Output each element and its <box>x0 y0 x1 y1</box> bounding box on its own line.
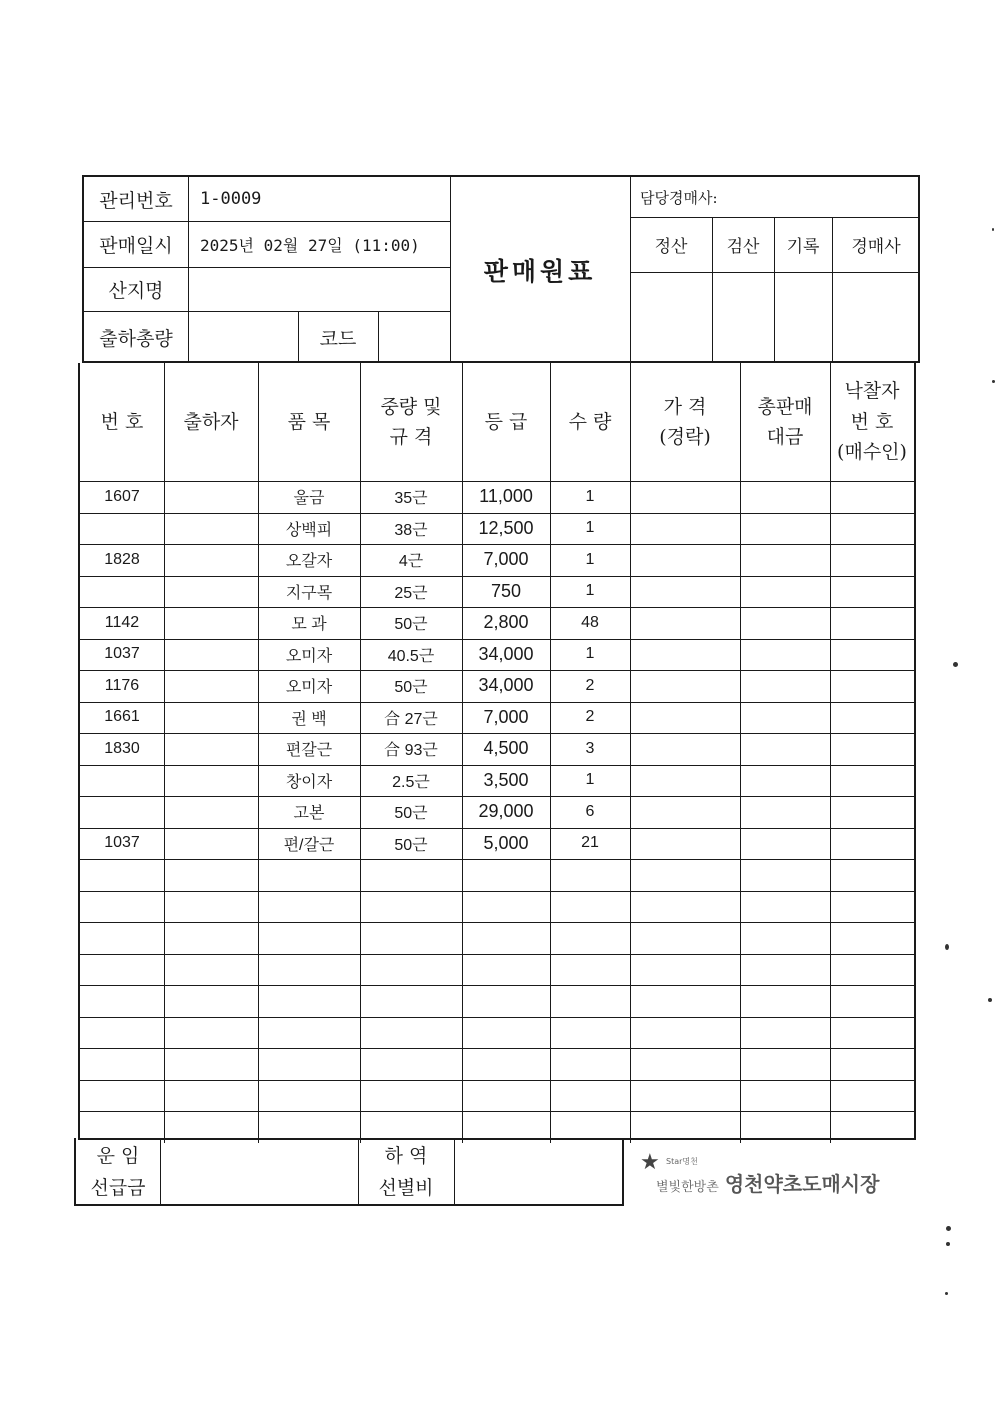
row-no-cell <box>80 576 164 608</box>
row-buyer-cell <box>830 513 914 545</box>
row-no-cell <box>80 1017 164 1049</box>
row-grade-cell: 750 <box>490 580 522 601</box>
origin-value <box>200 267 440 311</box>
row-no-cell <box>80 859 164 891</box>
col-header-item: 품 목 <box>287 410 331 433</box>
table-row <box>80 796 914 828</box>
row-buyer-cell <box>830 796 914 828</box>
row-buyer-cell <box>830 670 914 702</box>
row-shipper-cell <box>164 922 258 954</box>
row-price-cell <box>630 828 740 860</box>
row-no-cell: 1607 <box>104 487 140 505</box>
row-item-cell: 창이자 <box>285 773 333 791</box>
row-no-cell <box>80 765 164 797</box>
row-weight-cell <box>360 922 462 954</box>
row-shipper-cell <box>164 670 258 702</box>
row-no-cell <box>80 1048 164 1080</box>
row-no-cell: 1142 <box>104 613 140 631</box>
row-qty-cell: 1 <box>585 519 595 537</box>
table-row <box>80 607 914 639</box>
table-row <box>80 922 914 954</box>
row-weight-cell <box>360 985 462 1017</box>
row-grade-cell: 7,000 <box>483 706 529 727</box>
col-header-qty: 수 량 <box>568 410 612 433</box>
row-weight-cell <box>360 859 462 891</box>
row-qty-cell: 2 <box>585 676 595 694</box>
row-buyer-cell <box>830 639 914 671</box>
row-qty-cell: 48 <box>581 613 599 631</box>
row-item-cell <box>258 1080 360 1112</box>
row-total-cell <box>740 954 830 986</box>
row-weight-cell <box>360 891 462 923</box>
row-grade-cell <box>462 985 550 1017</box>
row-item-cell <box>258 859 360 891</box>
row-item-cell: 편갈근 <box>285 742 333 760</box>
row-item-cell: 권 백 <box>291 710 327 728</box>
row-shipper-cell <box>164 954 258 986</box>
row-item-cell: 고본 <box>293 805 325 823</box>
row-no-cell: 1176 <box>104 676 140 694</box>
row-total-cell <box>740 670 830 702</box>
row-qty-cell <box>550 922 630 954</box>
row-grade-cell: 29,000 <box>478 801 534 822</box>
row-no-cell <box>80 891 164 923</box>
row-buyer-cell <box>830 985 914 1017</box>
row-price-cell <box>630 954 740 986</box>
col-header-total: 총판매 대금 <box>757 395 813 448</box>
row-no-cell: 1037 <box>104 834 140 852</box>
row-total-cell <box>740 859 830 891</box>
row-qty-cell: 6 <box>585 802 595 820</box>
row-total-cell <box>740 922 830 954</box>
logo-main-text: 영천약초도매시장 <box>724 1172 880 1196</box>
row-weight-cell: 合 27근 <box>384 710 438 728</box>
sign-col-settlement: 정산 <box>654 237 688 257</box>
row-no-cell: 1661 <box>104 708 140 726</box>
row-item-cell: 오미자 <box>285 679 333 697</box>
table-row <box>80 544 914 576</box>
row-total-cell <box>740 639 830 671</box>
row-total-cell <box>740 796 830 828</box>
row-qty-cell: 1 <box>585 645 595 663</box>
table-row <box>80 639 914 671</box>
table-row <box>80 1048 914 1080</box>
row-item-cell: 지구목 <box>285 584 333 602</box>
sale-date-value: 2025년 02월 27일 (11:00) <box>200 235 420 255</box>
row-price-cell <box>630 481 740 513</box>
row-price-cell <box>630 1111 740 1143</box>
col-header-weight: 중량 및 규 격 <box>380 395 442 448</box>
logo-small-text: Star명천 <box>666 1157 698 1166</box>
table-row <box>80 481 914 513</box>
table-row <box>80 576 914 608</box>
row-weight-cell <box>360 1080 462 1112</box>
row-buyer-cell <box>830 859 914 891</box>
row-weight-cell: 50근 <box>394 679 428 697</box>
row-shipper-cell <box>164 733 258 765</box>
market-logo <box>640 1150 910 1196</box>
row-item-cell: 오미자 <box>285 647 333 665</box>
row-item-cell: 상백피 <box>285 521 333 539</box>
row-total-cell <box>740 765 830 797</box>
row-shipper-cell <box>164 607 258 639</box>
row-qty-cell <box>550 954 630 986</box>
table-row <box>80 733 914 765</box>
row-no-cell: 1037 <box>104 645 140 663</box>
slip-header <box>82 175 920 363</box>
row-shipper-cell <box>164 513 258 545</box>
row-grade-cell: 2,800 <box>483 612 529 633</box>
col-header-price: 가 격 (경락) <box>659 395 711 448</box>
row-qty-cell <box>550 1048 630 1080</box>
row-price-cell <box>630 513 740 545</box>
row-buyer-cell <box>830 765 914 797</box>
col-header-grade: 등 급 <box>484 410 528 433</box>
row-price-cell <box>630 922 740 954</box>
row-no-cell <box>80 922 164 954</box>
row-item-cell: 모 과 <box>291 616 327 634</box>
row-item-cell <box>258 954 360 986</box>
table-row <box>80 1017 914 1049</box>
row-qty-cell <box>550 891 630 923</box>
row-weight-cell: 35근 <box>394 490 428 508</box>
row-qty-cell: 2 <box>585 708 595 726</box>
row-no-cell: 1830 <box>104 739 140 757</box>
row-item-cell <box>258 1017 360 1049</box>
auctioneer-label: 담당경매사: <box>640 188 718 207</box>
row-price-cell <box>630 1080 740 1112</box>
row-buyer-cell <box>830 544 914 576</box>
row-price-cell <box>630 544 740 576</box>
row-shipper-cell <box>164 765 258 797</box>
code-label: 코드 <box>319 327 357 350</box>
row-buyer-cell <box>830 891 914 923</box>
row-shipper-cell <box>164 985 258 1017</box>
row-weight-cell: 50근 <box>394 616 428 634</box>
sales-table <box>78 363 916 1140</box>
row-weight-cell: 40.5근 <box>387 647 435 665</box>
row-item-cell <box>258 922 360 954</box>
row-total-cell <box>740 733 830 765</box>
table-row <box>80 859 914 891</box>
row-price-cell <box>630 765 740 797</box>
row-price-cell <box>630 639 740 671</box>
row-shipper-cell <box>164 796 258 828</box>
mgmt-no-label: 관리번호 <box>99 189 173 212</box>
row-qty-cell: 21 <box>581 834 599 852</box>
row-buyer-cell <box>830 576 914 608</box>
table-row <box>80 513 914 545</box>
row-total-cell <box>740 576 830 608</box>
star-icon: ★ <box>640 1150 660 1175</box>
table-row <box>80 891 914 923</box>
row-no-cell: 1828 <box>104 550 140 568</box>
row-total-cell <box>740 891 830 923</box>
row-qty-cell: 1 <box>585 487 595 505</box>
row-buyer-cell <box>830 607 914 639</box>
row-qty-cell: 1 <box>585 550 595 568</box>
row-shipper-cell <box>164 702 258 734</box>
row-price-cell <box>630 702 740 734</box>
row-qty-cell <box>550 985 630 1017</box>
row-shipper-cell <box>164 1080 258 1112</box>
row-price-cell <box>630 607 740 639</box>
row-item-cell <box>258 985 360 1017</box>
row-qty-cell <box>550 1080 630 1112</box>
row-grade-cell: 7,000 <box>483 549 529 570</box>
row-price-cell <box>630 1048 740 1080</box>
code-value <box>384 311 444 363</box>
col-header-buyer: 낙찰자 번 호 (매수인) <box>837 380 907 464</box>
row-grade-cell: 5,000 <box>483 832 529 853</box>
row-buyer-cell <box>830 922 914 954</box>
sign-col-auctioneer: 경매사 <box>851 237 901 257</box>
row-item-cell: 오갈자 <box>285 553 333 571</box>
row-grade-cell <box>462 954 550 986</box>
row-grade-cell: 11,000 <box>479 486 533 507</box>
row-grade-cell: 34,000 <box>478 643 534 664</box>
row-shipper-cell <box>164 891 258 923</box>
sale-date-label: 판매일시 <box>99 234 173 257</box>
row-price-cell <box>630 796 740 828</box>
row-weight-cell: 50근 <box>394 836 428 854</box>
row-qty-cell: 1 <box>585 771 595 789</box>
row-shipper-cell <box>164 639 258 671</box>
row-buyer-cell <box>830 481 914 513</box>
row-qty-cell <box>550 1017 630 1049</box>
row-grade-cell <box>462 922 550 954</box>
table-row <box>80 670 914 702</box>
slip-title: 판매원표 <box>483 257 597 286</box>
row-weight-cell: 50근 <box>394 805 428 823</box>
sorting-label: 하 역 선별비 <box>378 1145 434 1200</box>
row-grade-cell: 4,500 <box>483 738 529 759</box>
row-no-cell <box>80 954 164 986</box>
row-total-cell <box>740 481 830 513</box>
row-total-cell <box>740 544 830 576</box>
row-qty-cell: 1 <box>585 582 595 600</box>
row-price-cell <box>630 891 740 923</box>
row-total-cell <box>740 985 830 1017</box>
sign-col-record: 기록 <box>786 237 820 257</box>
table-row <box>80 765 914 797</box>
col-header-shipper: 출하자 <box>183 410 239 433</box>
row-total-cell <box>740 1048 830 1080</box>
row-weight-cell: 4근 <box>398 553 424 571</box>
row-grade-cell: 34,000 <box>478 675 534 696</box>
ship-total-label: 출하총량 <box>99 327 173 350</box>
row-buyer-cell <box>830 702 914 734</box>
row-weight-cell: 38근 <box>394 521 428 539</box>
row-grade-cell <box>462 1080 550 1112</box>
row-qty-cell: 3 <box>585 739 595 757</box>
row-item-cell <box>258 1048 360 1080</box>
sign-col-check: 검산 <box>726 237 760 257</box>
row-shipper-cell <box>164 1048 258 1080</box>
row-price-cell <box>630 670 740 702</box>
row-price-cell <box>630 733 740 765</box>
slip-footer <box>74 1138 624 1206</box>
col-header-no: 번 호 <box>100 410 144 433</box>
row-weight-cell <box>360 1048 462 1080</box>
row-total-cell <box>740 1111 830 1143</box>
row-item-cell: 편/갈근 <box>283 836 335 854</box>
row-price-cell <box>630 1017 740 1049</box>
row-weight-cell <box>360 954 462 986</box>
row-total-cell <box>740 1080 830 1112</box>
row-price-cell <box>630 576 740 608</box>
row-total-cell <box>740 828 830 860</box>
row-buyer-cell <box>830 1048 914 1080</box>
row-grade-cell <box>462 891 550 923</box>
row-weight-cell <box>360 1017 462 1049</box>
logo-sub-text: 별빛한방촌 <box>656 1180 719 1195</box>
row-total-cell <box>740 607 830 639</box>
row-shipper-cell <box>164 544 258 576</box>
freight-label: 운 임 선급금 <box>90 1145 146 1200</box>
row-shipper-cell <box>164 828 258 860</box>
row-item-cell: 울금 <box>293 490 325 508</box>
row-grade-cell <box>462 859 550 891</box>
row-price-cell <box>630 985 740 1017</box>
table-row <box>80 828 914 860</box>
row-qty-cell <box>550 859 630 891</box>
row-price-cell <box>630 859 740 891</box>
table-row <box>80 702 914 734</box>
row-buyer-cell <box>830 1017 914 1049</box>
row-grade-cell: 3,500 <box>483 769 529 790</box>
table-row <box>80 1080 914 1112</box>
row-shipper-cell <box>164 859 258 891</box>
row-shipper-cell <box>164 576 258 608</box>
row-grade-cell: 12,500 <box>478 517 534 538</box>
row-buyer-cell <box>830 1080 914 1112</box>
row-item-cell <box>258 891 360 923</box>
origin-label: 산지명 <box>108 279 164 302</box>
row-shipper-cell <box>164 1017 258 1049</box>
ship-total-value <box>194 311 294 363</box>
row-grade-cell <box>462 1048 550 1080</box>
mgmt-no-value: 1-0009 <box>200 189 262 209</box>
row-shipper-cell <box>164 481 258 513</box>
row-grade-cell <box>462 1017 550 1049</box>
row-weight-cell: 合 93근 <box>384 742 438 760</box>
row-total-cell <box>740 702 830 734</box>
table-row <box>80 985 914 1017</box>
row-buyer-cell <box>830 954 914 986</box>
row-buyer-cell <box>830 828 914 860</box>
row-weight-cell: 2.5근 <box>392 773 430 791</box>
table-row <box>80 954 914 986</box>
row-total-cell <box>740 513 830 545</box>
row-no-cell <box>80 513 164 545</box>
row-buyer-cell <box>830 733 914 765</box>
row-total-cell <box>740 1017 830 1049</box>
row-no-cell <box>80 1080 164 1112</box>
row-no-cell <box>80 796 164 828</box>
row-weight-cell: 25근 <box>394 584 428 602</box>
row-buyer-cell <box>830 1111 914 1143</box>
row-no-cell <box>80 985 164 1017</box>
